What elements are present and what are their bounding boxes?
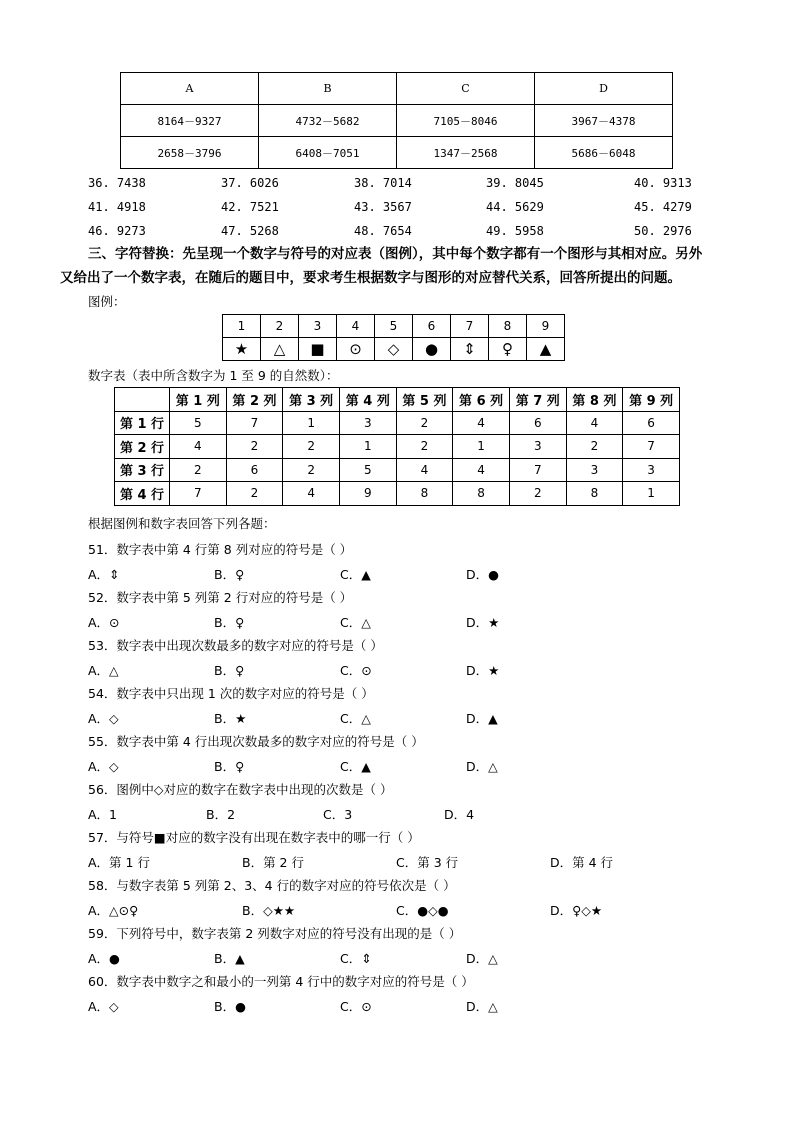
answer-option: A．第 1 行	[88, 855, 150, 870]
answer-option: A．⊙	[88, 615, 120, 630]
range-cell: 5686－6048	[535, 137, 673, 169]
diamond-outline-icon: ◇	[375, 338, 413, 361]
legend-digit: 6	[413, 315, 451, 338]
answer-option: A．◇	[88, 999, 119, 1014]
legend-symbol-row	[223, 338, 565, 361]
row-header: 第 3 行	[115, 458, 170, 482]
column-header: 第 2 列	[226, 388, 283, 412]
table-cell: 9	[339, 482, 396, 506]
square-filled-icon: ■	[299, 338, 337, 361]
female-sign-icon: ♀	[489, 338, 527, 361]
question-text: 54．数字表中只出现 1 次的数字对应的符号是（ ）	[88, 686, 374, 701]
table-cell: 4	[453, 458, 510, 482]
table-cell: 1	[623, 482, 680, 506]
table-cell: 3	[509, 435, 566, 459]
table-cell: 4	[396, 458, 453, 482]
answer-option: D．★	[466, 663, 500, 678]
range-header-cell: D	[535, 73, 673, 105]
legend-digit: 5	[375, 315, 413, 338]
legend-digit: 2	[261, 315, 299, 338]
range-table-row	[121, 105, 673, 137]
number-item: 45. 4279	[634, 200, 692, 214]
answer-option: C．⊙	[340, 663, 372, 678]
answer-option: B．♀	[214, 567, 245, 582]
number-item: 40. 9313	[634, 176, 692, 190]
answer-option: A．△⊙♀	[88, 903, 139, 918]
answer-option: A．⇕	[88, 567, 120, 582]
legend-table	[222, 314, 565, 361]
table-cell: 5	[170, 411, 227, 435]
triangle-outline-icon: △	[261, 338, 299, 361]
column-header: 第 7 列	[509, 388, 566, 412]
number-row	[88, 176, 708, 192]
number-item: 46. 9273	[88, 224, 146, 238]
digit-table-header	[115, 388, 680, 412]
table-cell: 1	[453, 435, 510, 459]
column-header: 第 1 列	[170, 388, 227, 412]
answer-option: B．♀	[214, 759, 245, 774]
range-cell: 7105－8046	[397, 105, 535, 137]
answer-option: D．第 4 行	[550, 855, 614, 870]
table-cell: 2	[283, 435, 340, 459]
question-text: 60．数字表中数字之和最小的一列第 4 行中的数字对应的符号是（ ）	[88, 974, 474, 989]
digit-table-label: 数字表（表中所含数字为 1 至 9 的自然数）：	[88, 368, 339, 383]
answer-option: C．⊙	[340, 999, 372, 1014]
table-cell: 3	[566, 458, 623, 482]
number-item: 44. 5629	[486, 200, 544, 214]
legend-digit: 3	[299, 315, 337, 338]
up-down-arrow-icon: ⇕	[451, 338, 489, 361]
digit-table	[114, 387, 680, 506]
table-cell: 2	[566, 435, 623, 459]
table-cell: 4	[453, 411, 510, 435]
number-item: 37. 6026	[221, 176, 279, 190]
range-header-cell: A	[121, 73, 259, 105]
table-cell: 7	[170, 482, 227, 506]
answer-option: D．4	[444, 807, 475, 822]
answer-option: C．3	[323, 807, 353, 822]
table-cell: 2	[170, 458, 227, 482]
answer-option: D．△	[466, 951, 498, 966]
table-cell: 8	[566, 482, 623, 506]
answer-option: C．▲	[340, 567, 371, 582]
answer-option: B．2	[206, 807, 236, 822]
answer-option: D．△	[466, 759, 498, 774]
answer-option: B．第 2 行	[242, 855, 304, 870]
answer-option: C．⇕	[340, 951, 372, 966]
column-header: 第 8 列	[566, 388, 623, 412]
answer-option: C．△	[340, 711, 371, 726]
answer-option: C．●◇●	[396, 903, 449, 918]
number-item: 48. 7654	[354, 224, 412, 238]
table-cell: 4	[283, 482, 340, 506]
section-title-continued: 又给出了一个数字表，在随后的题目中，要求考生根据数字与图形的对应替代关系，回答所提出的问题。	[60, 270, 681, 286]
table-cell: 6	[226, 458, 283, 482]
instructions: 根据图例和数字表回答下列各题：	[88, 516, 276, 531]
number-item: 43. 3567	[354, 200, 412, 214]
answer-option: A．1	[88, 807, 118, 822]
number-item: 36. 7438	[88, 176, 146, 190]
answer-option: C．△	[340, 615, 371, 630]
answer-option: D．△	[466, 999, 498, 1014]
legend-digit: 1	[223, 315, 261, 338]
table-cell: 3	[339, 411, 396, 435]
table-row	[115, 458, 680, 482]
legend-digit: 8	[489, 315, 527, 338]
range-cell: 3967－4378	[535, 105, 673, 137]
range-table-header	[121, 73, 673, 105]
answer-option: D．♀◇★	[550, 903, 603, 918]
table-cell: 6	[509, 411, 566, 435]
column-header: 第 3 列	[283, 388, 340, 412]
table-cell: 6	[623, 411, 680, 435]
column-header: 第 5 列	[396, 388, 453, 412]
question-text: 55．数字表中第 4 行出现次数最多的数字对应的符号是（ ）	[88, 734, 424, 749]
legend-digit: 4	[337, 315, 375, 338]
number-item: 39. 8045	[486, 176, 544, 190]
star-icon: ★	[223, 338, 261, 361]
row-header: 第 1 行	[115, 411, 170, 435]
table-row	[115, 411, 680, 435]
table-cell: 7	[623, 435, 680, 459]
number-row	[88, 200, 708, 216]
question-text: 52．数字表中第 5 列第 2 行对应的符号是（ ）	[88, 590, 353, 605]
range-cell: 8164－9327	[121, 105, 259, 137]
legend-digit-row	[223, 315, 565, 338]
circle-filled-icon: ●	[413, 338, 451, 361]
question-text: 51．数字表中第 4 行第 8 列对应的符号是（ ）	[88, 542, 353, 557]
table-cell: 8	[453, 482, 510, 506]
table-cell: 8	[396, 482, 453, 506]
table-cell: 4	[170, 435, 227, 459]
number-item: 41. 4918	[88, 200, 146, 214]
table-row	[115, 435, 680, 459]
range-header-cell: C	[397, 73, 535, 105]
table-cell: 7	[226, 411, 283, 435]
answer-option: A．△	[88, 663, 119, 678]
row-header: 第 4 行	[115, 482, 170, 506]
table-cell: 2	[396, 435, 453, 459]
answer-option: C．第 3 行	[396, 855, 459, 870]
question-text: 57．与符号■对应的数字没有出现在数字表中的哪一行（ ）	[88, 830, 420, 845]
table-cell: 2	[283, 458, 340, 482]
corner-cell	[115, 388, 170, 412]
answer-option: B．♀	[214, 663, 245, 678]
number-item: 38. 7014	[354, 176, 412, 190]
question-text: 56．图例中◇对应的数字在数字表中出现的次数是（ ）	[88, 782, 393, 797]
answer-option: C．▲	[340, 759, 371, 774]
triangle-filled-icon: ▲	[527, 338, 565, 361]
range-table-row	[121, 137, 673, 169]
legend-digit: 9	[527, 315, 565, 338]
column-header: 第 4 列	[339, 388, 396, 412]
table-cell: 2	[509, 482, 566, 506]
table-cell: 7	[509, 458, 566, 482]
legend-label: 图例：	[88, 294, 126, 309]
range-table	[120, 72, 673, 169]
answer-option: A．◇	[88, 711, 119, 726]
answer-option: B．▲	[214, 951, 245, 966]
table-cell: 5	[339, 458, 396, 482]
number-item: 50. 2976	[634, 224, 692, 238]
table-cell: 1	[283, 411, 340, 435]
table-cell: 2	[226, 482, 283, 506]
number-item: 42. 7521	[221, 200, 279, 214]
answer-option: B．★	[214, 711, 247, 726]
column-header: 第 6 列	[453, 388, 510, 412]
number-item: 49. 5958	[486, 224, 544, 238]
answer-option: B．◇★★	[242, 903, 296, 918]
answer-option: D．▲	[466, 711, 498, 726]
answer-option: B．●	[214, 999, 246, 1014]
question-text: 58．与数字表第 5 列第 2、3、4 行的数字对应的符号依次是（ ）	[88, 878, 456, 893]
answer-option: D．★	[466, 615, 500, 630]
column-header: 第 9 列	[623, 388, 680, 412]
answer-option: B．♀	[214, 615, 245, 630]
range-header-cell: B	[259, 73, 397, 105]
range-cell: 1347－2568	[397, 137, 535, 169]
range-cell: 2658－3796	[121, 137, 259, 169]
number-item: 47. 5268	[221, 224, 279, 238]
circled-dot-icon: ⊙	[337, 338, 375, 361]
answer-option: A．◇	[88, 759, 119, 774]
table-cell: 1	[339, 435, 396, 459]
table-cell: 2	[226, 435, 283, 459]
answer-option: D．●	[466, 567, 500, 582]
range-cell: 6408－7051	[259, 137, 397, 169]
number-row	[88, 224, 708, 240]
answer-option: A．●	[88, 951, 120, 966]
section-title: 三、字符替换：先呈现一个数字与符号的对应表（图例），其中每个数字都有一个图形与其相对应。另外	[88, 246, 703, 262]
table-cell: 4	[566, 411, 623, 435]
legend-digit: 7	[451, 315, 489, 338]
range-cell: 4732－5682	[259, 105, 397, 137]
table-cell: 2	[396, 411, 453, 435]
row-header: 第 2 行	[115, 435, 170, 459]
question-text: 53．数字表中出现次数最多的数字对应的符号是（ ）	[88, 638, 383, 653]
table-cell: 3	[623, 458, 680, 482]
question-text: 59．下列符号中，数字表第 2 列数字对应的符号没有出现的是（ ）	[88, 926, 462, 941]
table-row	[115, 482, 680, 506]
